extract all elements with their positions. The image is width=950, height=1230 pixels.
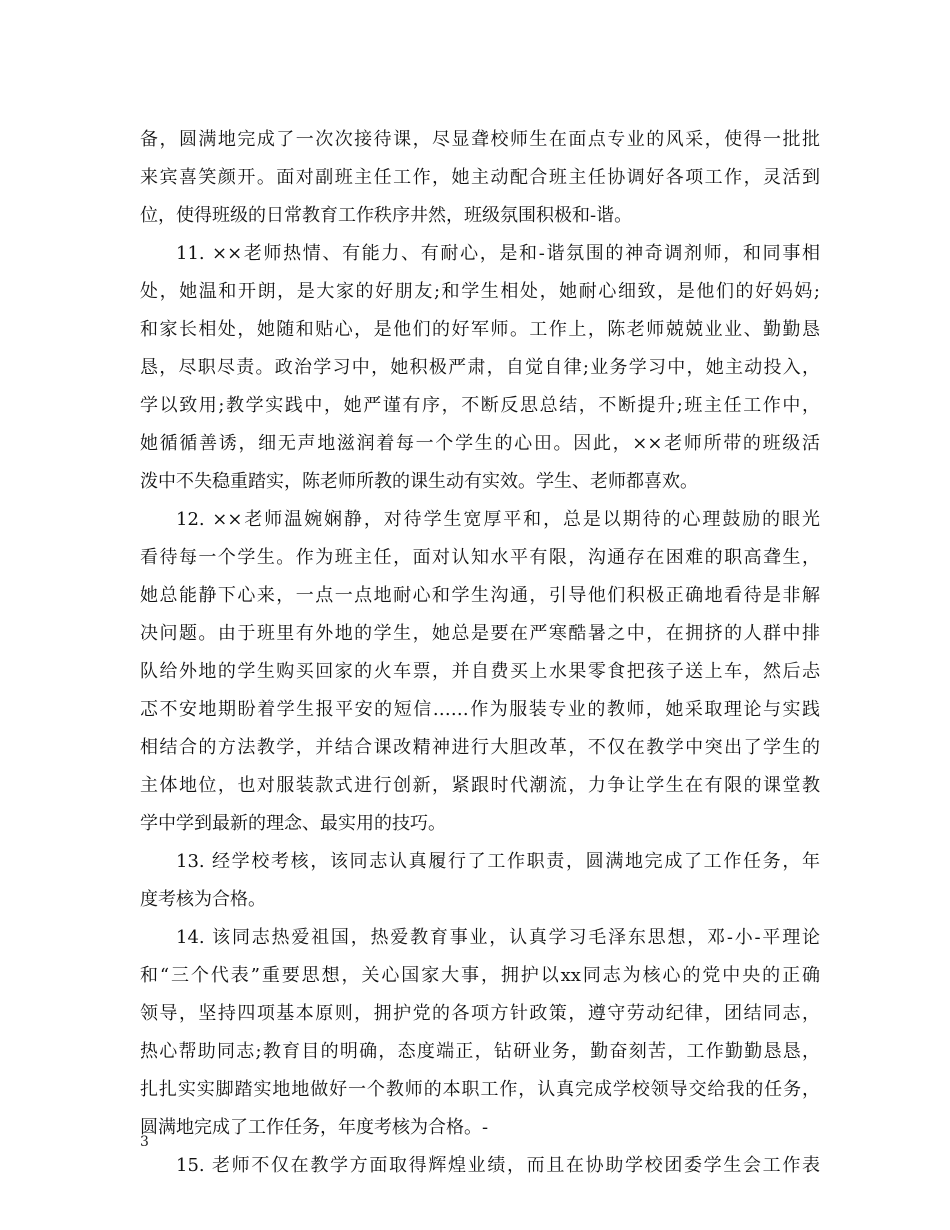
text-line: 备，圆满地完成了一次次接待课，尽显聋校师生在面点专业的风采，使得一批批 bbox=[140, 129, 820, 150]
text-line: 处，她温和开朗，是大家的好朋友;和学生相处，她耐心细致，是他们的好妈妈; bbox=[140, 281, 820, 302]
text-line: 队给外地的学生购买回家的火车票，并自费买上水果零食把孩子送上车，然后忐 bbox=[140, 661, 820, 682]
text-line: 相结合的方法教学，并结合课改精神进行大胆改革，不仅在教学中突出了学生的 bbox=[140, 737, 820, 758]
paragraph-13 bbox=[140, 843, 820, 919]
text-line: 忑不安地期盼着学生报平安的短信……作为服装专业的教师，她采取理论与实践 bbox=[140, 699, 820, 720]
text-line: 领导，坚持四项基本原则，拥护党的各项方针政策，遵守劳动纪律，团结同志， bbox=[140, 1003, 820, 1024]
text-line: 11. ××老师热情、有能力、有耐心，是和-谐氛围的神奇调剂师，和同事相 bbox=[176, 243, 820, 264]
text-line: 扎扎实实脚踏实地地做好一个教师的本职工作，认真完成学校领导交给我的任务， bbox=[140, 1079, 820, 1100]
text-line: 主体地位，也对服装款式进行创新，紧跟时代潮流，力争让学生在有限的课堂教 bbox=[140, 775, 820, 796]
text-line: 度考核为合格。 bbox=[140, 889, 266, 910]
paragraph-continued bbox=[140, 121, 820, 235]
paragraph-15 bbox=[140, 1147, 820, 1185]
text-line: 她总能静下心来，一点一点地耐心和学生沟通，引导他们积极正确地看待是非解 bbox=[140, 585, 820, 606]
text-line: 14. 该同志热爱祖国，热爱教育事业，认真学习毛泽东思想，邓-小-平理论 bbox=[176, 927, 820, 948]
text-line: 位，使得班级的日常教育工作秩序井然，班级氛围积极和-谐。 bbox=[140, 205, 633, 226]
text-line: 看待每一个学生。作为班主任，面对认知水平有限，沟通存在困难的职高聋生， bbox=[140, 547, 820, 568]
text-line: 学以致用;教学实践中，她严谨有序，不断反思总结，不断提升;班主任工作中， bbox=[140, 395, 820, 416]
text-line: 学中学到最新的理念、最实用的技巧。 bbox=[140, 813, 446, 834]
text-line: 13. 经学校考核，该同志认真履行了工作职责，圆满地完成了工作任务，年 bbox=[176, 851, 820, 872]
paragraph-11 bbox=[140, 235, 820, 501]
text-line: 12. ××老师温婉娴静，对待学生宽厚平和，总是以期待的心理鼓励的眼光 bbox=[176, 509, 820, 530]
text-line: 决问题。由于班里有外地的学生，她总是要在严寒酷暑之中，在拥挤的人群中排 bbox=[140, 623, 820, 644]
text-line: 圆满地完成了工作任务，年度考核为合格。- bbox=[140, 1117, 489, 1138]
text-line: 来宾喜笑颜开。面对副班主任工作，她主动配合班主任协调好各项工作，灵活到 bbox=[140, 167, 820, 188]
text-line: 热心帮助同志;教育目的明确，态度端正，钻研业务，勤奋刻苦，工作勤勤恳恳， bbox=[140, 1041, 820, 1062]
text-line: 15. 老师不仅在教学方面取得辉煌业绩，而且在协助学校团委学生会工作表 bbox=[176, 1155, 820, 1176]
text-line: 和家长相处，她随和贴心，是他们的好军师。工作上，陈老师兢兢业业、勤勤恳 bbox=[140, 319, 820, 340]
paragraph-14 bbox=[140, 919, 820, 1147]
paragraph-12 bbox=[140, 501, 820, 843]
body-text bbox=[140, 121, 820, 1185]
page-number: 3 bbox=[140, 1134, 149, 1150]
text-line: 和“三个代表”重要思想，关心国家大事，拥护以xx同志为核心的党中央的正确 bbox=[140, 965, 820, 986]
text-line: 她循循善诱，细无声地滋润着每一个学生的心田。因此，××老师所带的班级活 bbox=[140, 433, 820, 454]
text-line: 恳，尽职尽责。政治学习中，她积极严肃，自觉自律;业务学习中，她主动投入， bbox=[140, 357, 820, 378]
text-line: 泼中不失稳重踏实，陈老师所教的课生动有实效。学生、老师都喜欢。 bbox=[140, 471, 698, 492]
